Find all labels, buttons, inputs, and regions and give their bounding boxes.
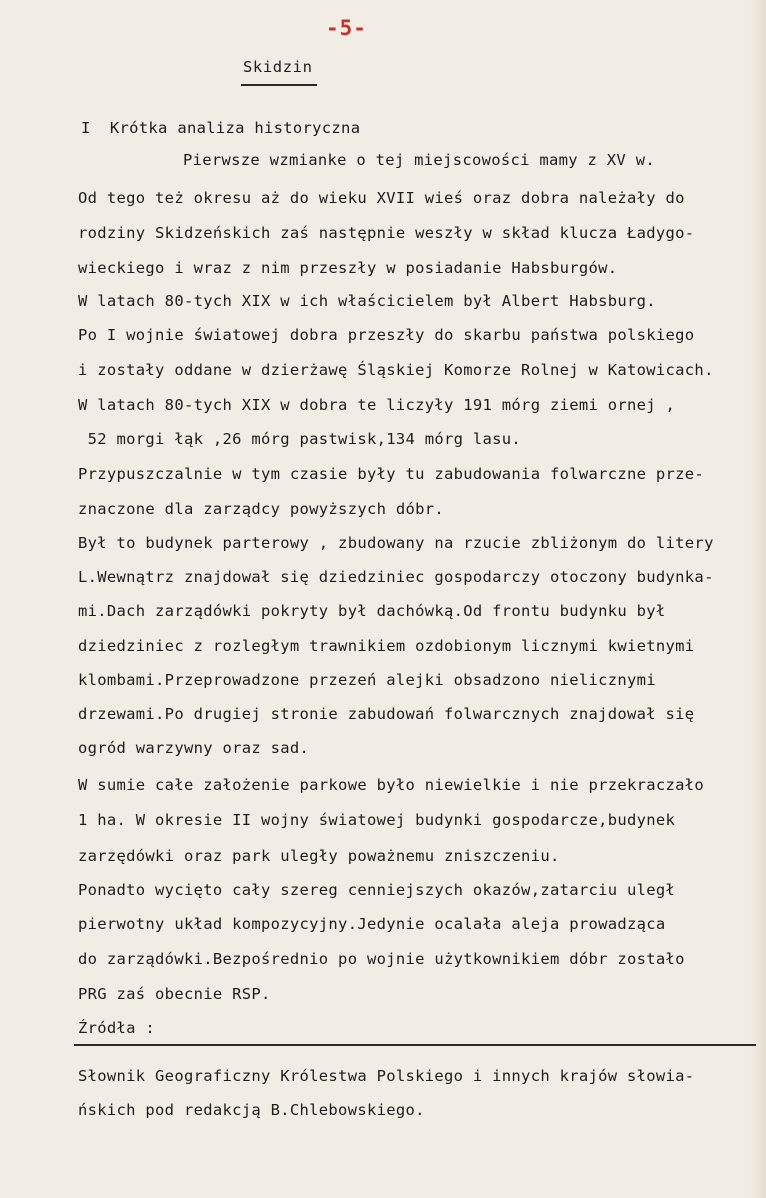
section-heading: I Krótka analiza historyczna: [81, 119, 361, 137]
document-title: Skidzin: [243, 58, 313, 76]
page-number: -5-: [326, 16, 367, 40]
body-line: klombami.Przeprowadzone przezeń alejki obsadzono nielicznymi: [78, 671, 656, 689]
body-line: PRG zaś obecnie RSP.: [78, 985, 271, 1003]
body-line: wieckiego i wraz z nim przeszły w posiadanie Habsburgów.: [78, 259, 618, 277]
title-underline: [241, 84, 317, 86]
sources-divider: [74, 1044, 756, 1046]
body-line: Ponadto wycięto cały szereg cenniejszych okazów,zatarciu uległ: [78, 881, 676, 899]
body-line: Pierwsze wzmianke o tej miejscowości mamy z XV w.: [183, 151, 655, 169]
body-line: L.Wewnątrz znajdował się dziedziniec gospodarczy otoczony budynka-: [78, 568, 714, 586]
body-line: i zostały oddane w dzierżawę Śląskiej Komorze Rolnej w Katowicach.: [78, 361, 714, 379]
body-line: ogród warzywny oraz sad.: [78, 739, 310, 757]
body-line: rodziny Skidzeńskich zaś następnie weszły w skład klucza Ładygo-: [78, 224, 695, 242]
body-line: pierwotny układ kompozycyjny.Jedynie ocalała aleja prowadząca: [78, 915, 666, 933]
body-line: Był to budynek parterowy , zbudowany na rzucie zbliżonym do litery: [78, 534, 714, 552]
body-line: mi.Dach zarządówki pokryty był dachówką.Od frontu budynku był: [78, 602, 666, 620]
body-line: Od tego też okresu aż do wieku XVII wieś oraz dobra należały do: [78, 189, 685, 207]
body-line: Po I wojnie światowej dobra przeszły do skarbu państwa polskiego: [78, 326, 695, 344]
source-line: ńskich pod redakcją B.Chlebowskiego.: [78, 1101, 425, 1119]
body-line: drzewami.Po drugiej stronie zabudowań folwarcznych znajdował się: [78, 705, 695, 723]
body-line: W latach 80-tych XIX w dobra te liczyły 191 mórg ziemi ornej ,: [78, 396, 676, 414]
source-line: Słownik Geograficzny Królestwa Polskiego i innych krajów słowia-: [78, 1067, 695, 1085]
body-line: do zarządówki.Bezpośrednio po wojnie użytkownikiem dóbr zostało: [78, 950, 685, 968]
body-line: znaczone dla zarządcy powyższych dóbr.: [78, 500, 445, 518]
body-line: W latach 80-tych XIX w ich właścicielem był Albert Habsburg.: [78, 292, 656, 310]
sources-heading: Źródła :: [78, 1019, 156, 1037]
body-line: 52 morgi łąk ,26 mórg pastwisk,134 mórg lasu.: [78, 430, 522, 448]
body-line: zarzędówki oraz park uległy poważnemu zniszczeniu.: [78, 847, 560, 865]
paper-edge-shadow: [750, 0, 766, 1198]
body-line: W sumie całe założenie parkowe było niewielkie i nie przekraczało: [78, 776, 705, 794]
body-line: Przypuszczalnie w tym czasie były tu zabudowania folwarczne prze-: [78, 465, 705, 483]
body-line: 1 ha. W okresie II wojny światowej budynki gospodarcze,budynek: [78, 811, 676, 829]
body-line: dziedziniec z rozległym trawnikiem ozdobionym licznymi kwietnymi: [78, 637, 695, 655]
